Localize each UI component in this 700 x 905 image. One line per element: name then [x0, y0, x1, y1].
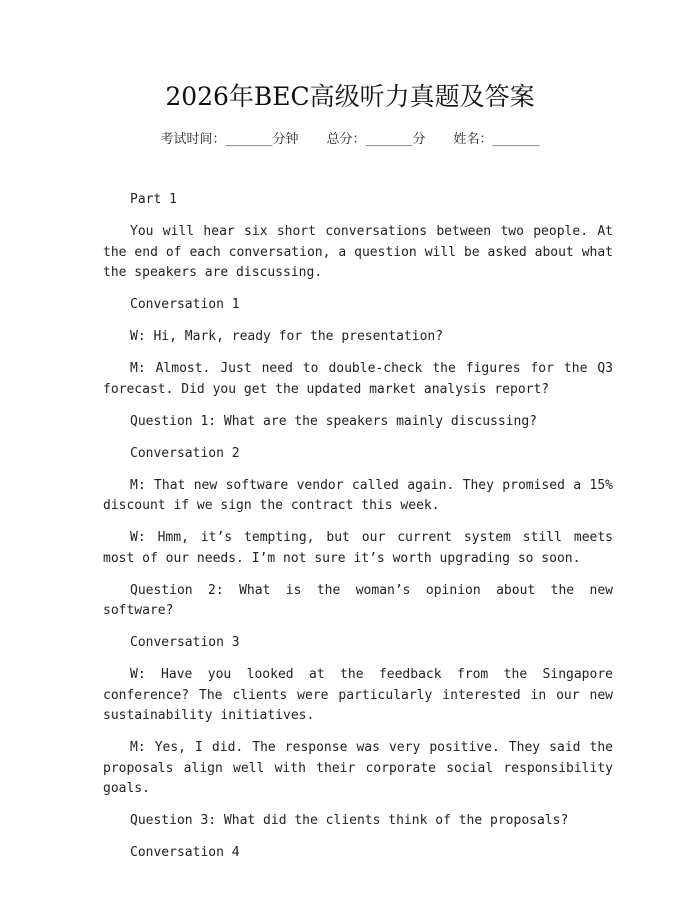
conversation-heading: Conversation 1	[130, 297, 240, 312]
document-title: 2026年BEC高级听力真题及答案	[165, 82, 535, 111]
instructions-paragraph: You will hear six short conversations between two people. At the end of each conversation, a question will be asked about what the speakers are discussing.	[103, 224, 613, 280]
score-blank: ______	[365, 132, 413, 147]
part-heading: Part 1	[130, 192, 177, 207]
dialogue-line: W: Hmm, it’s tempting, but our current system still meets most of our needs. I’m not sure it’s worth upgrading so soon.	[103, 530, 613, 566]
conversation-heading: Conversation 2	[130, 445, 240, 461]
question-line: Question 2: What is the woman’s opinion about the new software?	[103, 582, 613, 618]
question-line: Question 3: What did the clients think of the proposals?	[130, 813, 569, 828]
time-blank: ______	[225, 132, 273, 147]
dialogue-line: M: That new software vendor called again. They promised a 15% discount if we sign the contract this week.	[103, 477, 613, 513]
dialogue-line: M: Almost. Just need to double-check the figures for the Q3 forecast. Did you get the updated market analysis report?	[103, 361, 613, 397]
score-unit: 分	[412, 132, 426, 147]
question-line: Question 1: What are the speakers mainly discussing?	[130, 413, 537, 429]
name-label: 姓名：	[453, 132, 493, 147]
conversation-heading: Conversation 4	[130, 845, 240, 860]
name-blank: ______	[492, 132, 540, 147]
time-label: 考试时间：	[160, 132, 226, 147]
score-label: 总分：	[326, 132, 366, 147]
dialogue-line: W: Have you looked at the feedback from the Singapore conference? The clients were particularly interested in our new sustainability initiatives.	[103, 667, 613, 723]
dialogue-line: W: Hi, Mark, ready for the presentation?	[130, 329, 444, 344]
dialogue-line: M: Yes, I did. The response was very positive. They said the proposals align well with their corporate social responsibility goals.	[103, 740, 613, 796]
exam-info-line	[0, 130, 700, 150]
document-body	[103, 190, 613, 875]
conversation-heading: Conversation 3	[130, 635, 240, 650]
time-unit: 分钟	[272, 132, 299, 147]
